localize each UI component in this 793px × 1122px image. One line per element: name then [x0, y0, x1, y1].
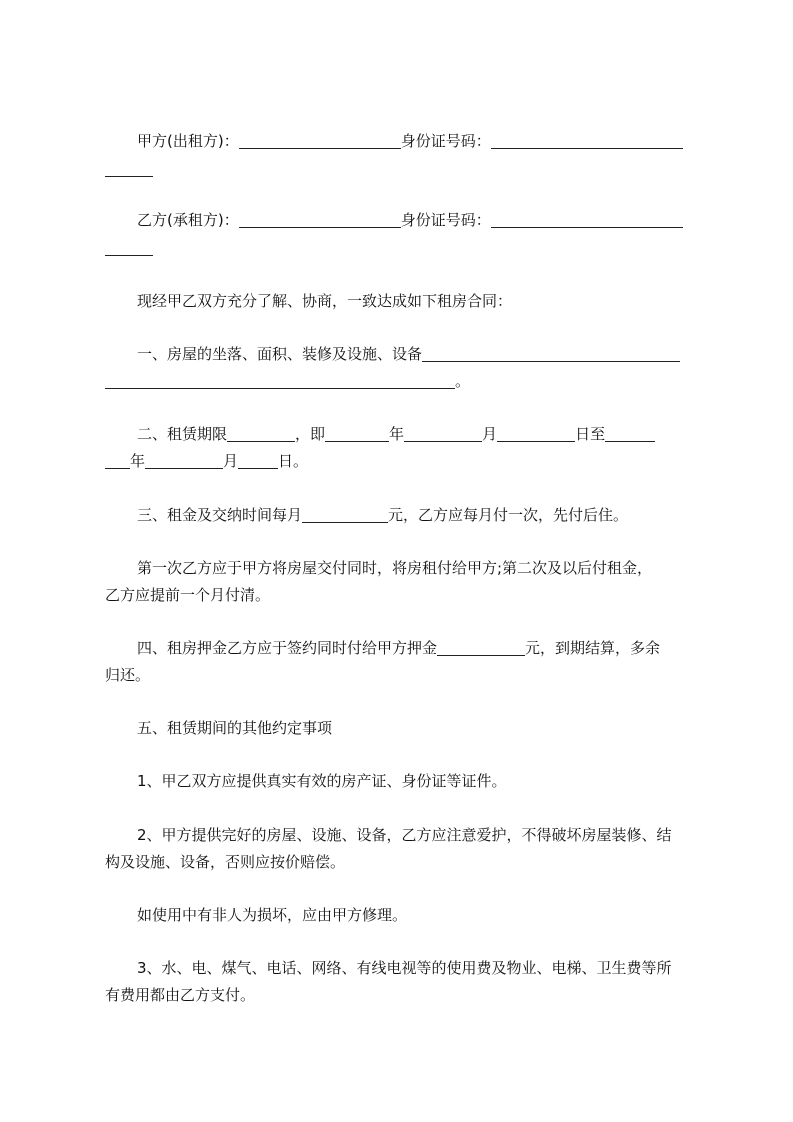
- party-b-id-label: 身份证号码：: [400, 211, 491, 229]
- clause-5-item-3-line-2: 有费用都由乙方支付。: [105, 986, 256, 1004]
- clause-1-line-1: [137, 343, 737, 365]
- party-a-line: [137, 130, 737, 152]
- clause-5-item-2-line-2: 构及设施、设备，否则应按价赔偿。: [105, 853, 346, 871]
- repair-note: 如使用中有非人为损坏，应由甲方修理。: [137, 906, 408, 924]
- lease-term-blank[interactable]: [227, 425, 295, 442]
- clause-4-line-1: [137, 637, 737, 659]
- clause-1-blank-2[interactable]: [105, 372, 455, 389]
- clause-5-item-3-line-1: 3、水、电、煤气、电话、网络、有线电视等的使用费及物业、电梯、卫生费等所: [137, 959, 672, 977]
- intro-paragraph: 现经甲乙双方充分了解、协商，一致达成如下租房合同：: [137, 292, 513, 310]
- clause-4-suffix: 元，到期结算，多余: [525, 639, 661, 657]
- party-a-id-continuation: [105, 158, 705, 180]
- clause-3-prefix: 三、租金及交纳时间每月: [137, 506, 303, 524]
- start-day-blank[interactable]: [497, 425, 575, 442]
- clause-1-line-2: [105, 370, 705, 392]
- payment-line-1: 第一次乙方应于甲方将房屋交付同时，将房租付给甲方;第二次及以后付租金，: [137, 559, 653, 577]
- start-month-blank[interactable]: [404, 425, 482, 442]
- end-year-blank-continued[interactable]: [105, 452, 130, 469]
- clause-5-item-1: 1、甲乙双方应提供真实有效的房产证、身份证等证件。: [137, 772, 507, 790]
- party-b-id-blank[interactable]: [491, 211, 683, 228]
- clause-4-line-2: 归还。: [105, 666, 151, 684]
- party-a-id-label: 身份证号码：: [400, 132, 491, 150]
- clause-2-line-2: [105, 450, 705, 472]
- clause-2-ji: ，即: [295, 425, 326, 443]
- party-a-name-blank[interactable]: [239, 132, 401, 149]
- monthly-rent-blank[interactable]: [302, 506, 388, 523]
- party-a-id-blank-continued[interactable]: [105, 160, 153, 177]
- party-b-id-blank-continued[interactable]: [105, 239, 153, 256]
- end-day-blank[interactable]: [238, 452, 278, 469]
- clause-2-prefix: 二、租赁期限: [137, 425, 228, 443]
- clause-2-year: 年: [389, 425, 405, 443]
- start-year-blank[interactable]: [325, 425, 389, 442]
- clause-5-item-2-line-1: 2、甲方提供完好的房屋、设施、设备，乙方应注意爱护，不得破坏房屋装修、结: [137, 826, 672, 844]
- party-a-label: 甲方(出租方)：: [137, 132, 239, 150]
- clause-2-line-1: [137, 423, 737, 445]
- party-a-id-blank[interactable]: [491, 132, 683, 149]
- clause-2-year-2: 年: [130, 452, 146, 470]
- end-year-blank[interactable]: [605, 425, 655, 442]
- party-b-id-continuation: [105, 237, 705, 259]
- clause-3-line: [137, 504, 737, 526]
- clause-2-month: 月: [482, 425, 498, 443]
- clause-2-month-2: 月: [223, 452, 239, 470]
- deposit-blank[interactable]: [437, 639, 525, 656]
- clause-1-blank-1[interactable]: [422, 345, 680, 362]
- clause-5-title: 五、租赁期间的其他约定事项: [137, 719, 333, 737]
- clause-4-prefix: 四、租房押金乙方应于签约同时付给甲方押金: [137, 639, 438, 657]
- party-b-line: [137, 209, 737, 231]
- party-b-name-blank[interactable]: [239, 211, 401, 228]
- end-month-blank[interactable]: [145, 452, 223, 469]
- payment-line-2: 乙方应提前一个月付清。: [105, 586, 271, 604]
- clause-1-end: 。: [455, 372, 471, 390]
- clause-1-text: 一、房屋的坐落、面积、装修及设施、设备: [137, 345, 423, 363]
- clause-2-day-to: 日至: [575, 425, 606, 443]
- party-b-label: 乙方(承租方)：: [137, 211, 239, 229]
- clause-2-day-2: 日。: [278, 452, 309, 470]
- clause-3-suffix: 元，乙方应每月付一次，先付后住。: [388, 506, 629, 524]
